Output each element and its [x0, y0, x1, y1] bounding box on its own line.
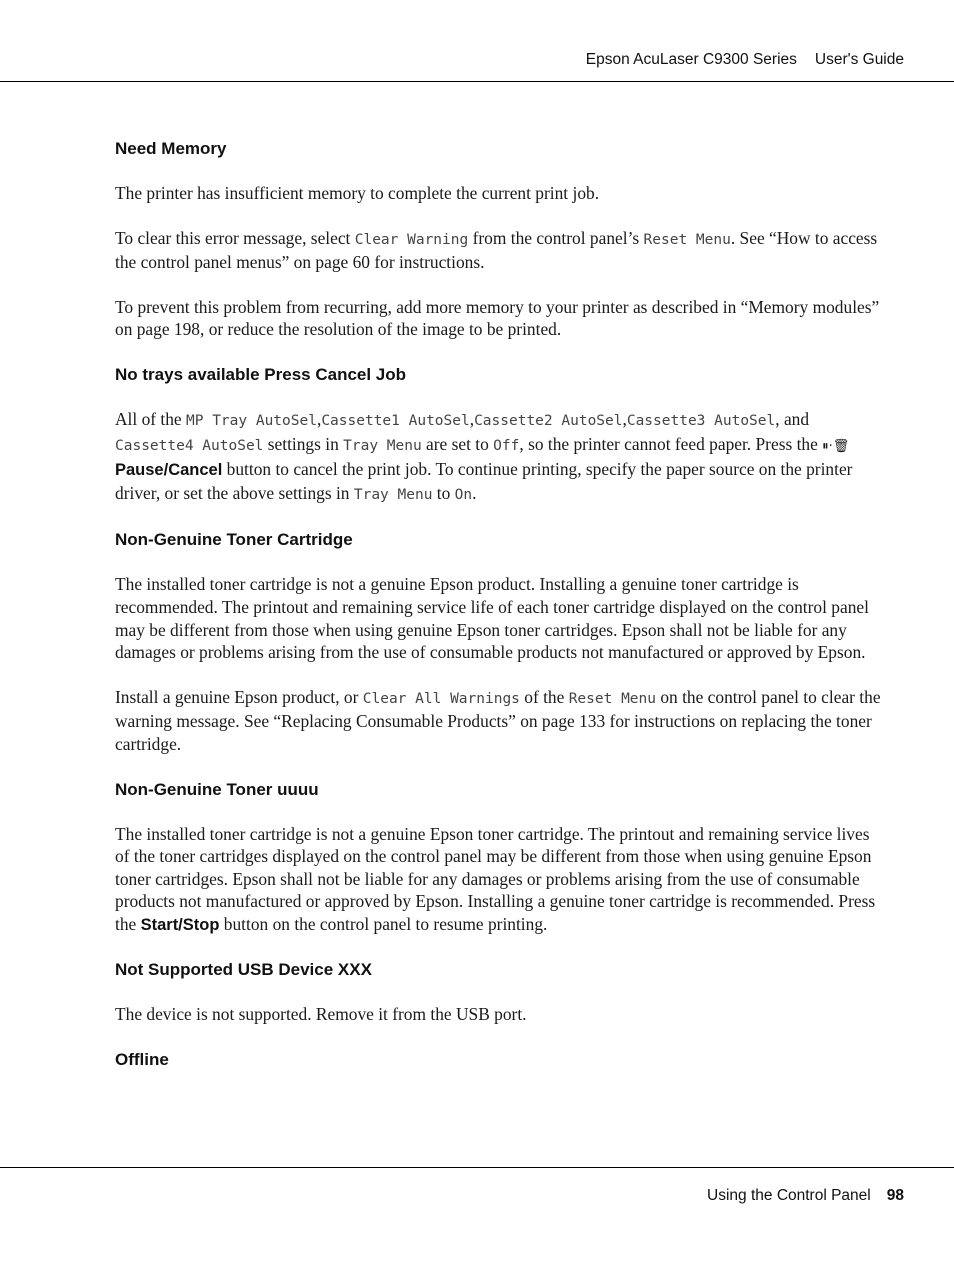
value-code: On	[454, 486, 473, 503]
menu-name-code: Reset Menu	[643, 231, 731, 248]
text-run: , so the printer cannot feed paper. Press the	[519, 433, 823, 454]
non-genuine-cartridge-para-2	[115, 686, 881, 756]
non-genuine-uuuu-para	[115, 823, 881, 937]
need-memory-para-3: To prevent this problem from recurring, add more memory to your printer as described in “Memory modules” on page 198, or reduce the resolution of the image to be printed.	[115, 296, 880, 340]
text-run: , and	[775, 408, 810, 429]
text-run: Install a genuine Epson product, or	[115, 686, 363, 707]
heading-no-trays: No trays available Press Cancel Job	[115, 364, 407, 384]
text-run: settings in	[263, 433, 344, 454]
no-trays-para: All of the MP Tray AutoSel,Cassette1 AutoSel,Cassette2 AutoSel,Cassette3 AutoSel, and Cassette4 AutoSel settings in Tray Menu are set to Off, so the printer cannot feed paper. Press the ⏸·🗑 Pause/Cancel button to cancel the print job. To continue printing, specify the paper source on the printer driver, or set the above settings in Tray Menu to On.	[115, 408, 853, 503]
text-run: to	[432, 482, 455, 503]
menu-name-code: Reset Menu	[568, 690, 656, 707]
text-run: .	[472, 482, 477, 503]
header-guide: User's Guide	[814, 51, 904, 68]
usb-para: The device is not supported. Remove it from the USB port.	[115, 1004, 527, 1025]
need-memory-para-2	[115, 227, 881, 274]
heading-usb: Not Supported USB Device XXX	[115, 960, 372, 980]
value-code: Off	[493, 437, 520, 454]
text-run: button on the control panel to resume printing.	[219, 913, 548, 934]
menu-item-code: Clear All Warnings	[362, 690, 520, 707]
page-header	[0, 0, 954, 82]
text-run: All of the	[115, 408, 186, 429]
footer-text	[707, 1187, 904, 1205]
text-run: from the control panel’s	[468, 227, 644, 248]
text-run: . See “How to access the control panel menus” on page 60 for instructions.	[115, 227, 878, 273]
setting-code: Cassette4 AutoSel	[115, 437, 264, 454]
menu-item-code: Clear Warning	[354, 231, 469, 248]
start-stop-button-label: Start/Stop	[140, 915, 220, 934]
heading-non-genuine-cartridge: Non-Genuine Toner Cartridge	[115, 530, 353, 550]
setting-code: Cassette2 AutoSel	[474, 412, 623, 429]
pause-cancel-button-label: Pause/Cancel	[115, 461, 223, 480]
non-genuine-cartridge-para-1: The installed toner cartridge is not a genuine Epson product. Installing a genuine toner cartridge is recommended. The printout and remaining service life of each toner cartridge displayed on the control panel may be different from those when using genuine Epson toner cartridges. Epson shall not be liable for any damages or problems arising from the use of consumable products not manufactured or approved by Epson.	[115, 574, 869, 663]
heading-non-genuine-uuuu: Non-Genuine Toner uuuu	[115, 779, 319, 799]
text-run: To clear this error message, select	[115, 227, 355, 248]
footer-section: Using the Control Panel	[707, 1187, 871, 1204]
text-run: The installed toner cartridge is not a genuine Epson toner cartridge. The printout and remaining service lives of the toner cartridges displayed on the control panel may be different from those when using genuine Epson toner cartridges. Epson shall not be liable for any damages or problems arising from the use of consumable products not manufactured or approved by Epson. Installing a genuine toner cartridge is recommended. Press the	[115, 823, 876, 934]
page-content	[115, 137, 881, 1072]
header-product: Epson AcuLaser C9300 Series	[585, 51, 797, 68]
text-run: are set to	[421, 433, 494, 454]
header-text	[586, 51, 904, 69]
heading-need-memory: Need Memory	[115, 139, 227, 158]
heading-offline: Offline	[115, 1050, 169, 1070]
text-run: on the control panel to clear the warning message. See “Replacing Consumable Products” on page 133 for instructions on replacing the toner cartridge.	[115, 686, 881, 754]
setting-code: Cassette1 AutoSel	[321, 412, 470, 429]
menu-name-code: Tray Menu	[353, 486, 433, 503]
text-run: of the	[519, 686, 569, 707]
menu-name-code: Tray Menu	[343, 437, 422, 454]
text-run: button to cancel the print job. To continue printing, specify the paper source on the printer driver, or set the above settings in	[115, 459, 853, 503]
pause-cancel-icon: ⏸·🗑	[822, 438, 850, 454]
page-footer	[0, 1167, 954, 1204]
need-memory-para-1: The printer has insufficient memory to complete the current print job.	[115, 183, 600, 203]
setting-code: Cassette3 AutoSel	[626, 412, 776, 429]
page-number: 98	[886, 1187, 904, 1204]
setting-code: MP Tray AutoSel	[186, 412, 317, 429]
